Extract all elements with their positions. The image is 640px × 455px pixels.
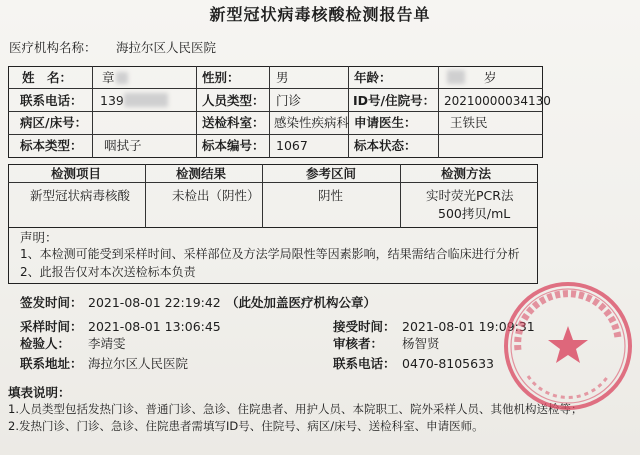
statement-line2: 2、此报告仅对本次送检标本负责 xyxy=(20,265,196,279)
result-method-line2: 500拷贝/mL xyxy=(438,206,511,221)
row-divider xyxy=(8,111,543,112)
redaction-blur xyxy=(116,72,128,84)
col-divider xyxy=(348,66,349,158)
address-label: 联系地址： xyxy=(20,356,83,371)
phone-value: 139 xyxy=(100,93,124,108)
redaction-blur xyxy=(124,93,168,107)
sample-no-value: 1067 xyxy=(276,138,308,153)
col-divider xyxy=(145,164,146,228)
gender-label: 性别： xyxy=(202,70,240,85)
header-item: 检测项目 xyxy=(51,166,102,181)
notes-label: 填表说明： xyxy=(8,385,71,400)
result-item: 新型冠状病毒核酸 xyxy=(30,188,131,203)
redaction-blur xyxy=(447,70,465,84)
age-label: 年龄： xyxy=(354,70,392,85)
issue-time-value: 2021-08-01 22:19:42 xyxy=(88,295,221,310)
reviewer-label: 审核者： xyxy=(333,336,384,351)
result-method-line1: 实时荧光PCR法 xyxy=(426,188,514,203)
tester-value: 李靖雯 xyxy=(88,336,126,351)
header-result: 检测结果 xyxy=(176,166,227,181)
person-type-label: 人员类型： xyxy=(202,93,265,108)
sample-time-label: 采样时间： xyxy=(20,319,83,334)
receive-time-value: 2021-08-01 19:09:31 xyxy=(402,319,535,334)
phone-label: 联系电话： xyxy=(20,93,83,108)
issue-time-label: 签发时间： xyxy=(20,295,83,310)
ward-label: 病区/床号： xyxy=(20,115,88,130)
sample-time-value: 2021-08-01 13:06:45 xyxy=(88,319,221,334)
row-divider xyxy=(8,182,538,183)
doctor-value: 王铁民 xyxy=(450,115,488,130)
id-value: 20210000034130 xyxy=(444,94,551,108)
doctor-label: 申请医生： xyxy=(354,115,417,130)
contact-phone-label: 联系电话： xyxy=(333,356,396,371)
dept-label: 送检科室： xyxy=(202,115,265,130)
statement-line1: 1、本检测可能受到采样时间、采样部位及方法学局限性等因素影响，结果需结合临床进行分析 xyxy=(20,247,520,261)
reviewer-value: 杨智贤 xyxy=(402,336,440,351)
stamp-note: （此处加盖医疗机构公章） xyxy=(226,295,377,310)
notes-line1: 1.人员类型包括发热门诊、普通门诊、急诊、住院患者、用护人员、本院职工、院外采样人员、其他机构送检等； xyxy=(8,402,583,416)
institution-label: 医疗机构名称： xyxy=(9,40,97,55)
notes-line2: 2.发热门诊、门诊、急诊、住院患者需填写ID号、住院号、病区/床号、送检科室、申请医师。 xyxy=(8,419,484,433)
sample-type-value: 咽拭子 xyxy=(104,138,142,153)
gender-value: 男 xyxy=(276,70,289,85)
dept-value: 感染性疾病科 xyxy=(274,115,350,130)
col-divider xyxy=(262,164,263,228)
col-divider xyxy=(438,66,439,158)
tester-label: 检验人： xyxy=(20,336,71,351)
header-method: 检测方法 xyxy=(441,166,492,181)
official-seal-stamp xyxy=(500,278,635,413)
receive-time-label: 接受时间： xyxy=(333,319,396,334)
row-divider xyxy=(8,88,543,89)
name-label: 姓 名： xyxy=(22,70,73,85)
institution-value: 海拉尔区人民医院 xyxy=(116,40,217,55)
age-unit: 岁 xyxy=(484,70,497,85)
col-divider xyxy=(92,66,93,158)
col-divider xyxy=(196,66,197,158)
sample-status-label: 标本状态： xyxy=(354,138,417,153)
header-reference: 参考区间 xyxy=(306,166,357,181)
col-divider xyxy=(269,66,270,158)
report-title: 新型冠状病毒核酸检测报告单 xyxy=(209,5,431,24)
col-divider xyxy=(400,164,401,228)
address-value: 海拉尔区人民医院 xyxy=(88,356,189,371)
name-value: 章 xyxy=(102,70,115,85)
result-value: 未检出（阴性） xyxy=(172,188,260,203)
person-type-value: 门诊 xyxy=(276,93,302,108)
contact-phone-value: 0470-8105633 xyxy=(402,356,494,371)
sample-type-label: 标本类型： xyxy=(20,138,83,153)
id-label: ID号/住院号： xyxy=(353,93,436,108)
statement-label: 声明： xyxy=(20,230,58,245)
row-divider xyxy=(8,134,543,135)
result-reference: 阴性 xyxy=(318,188,344,203)
sample-no-label: 标本编号： xyxy=(202,138,265,153)
